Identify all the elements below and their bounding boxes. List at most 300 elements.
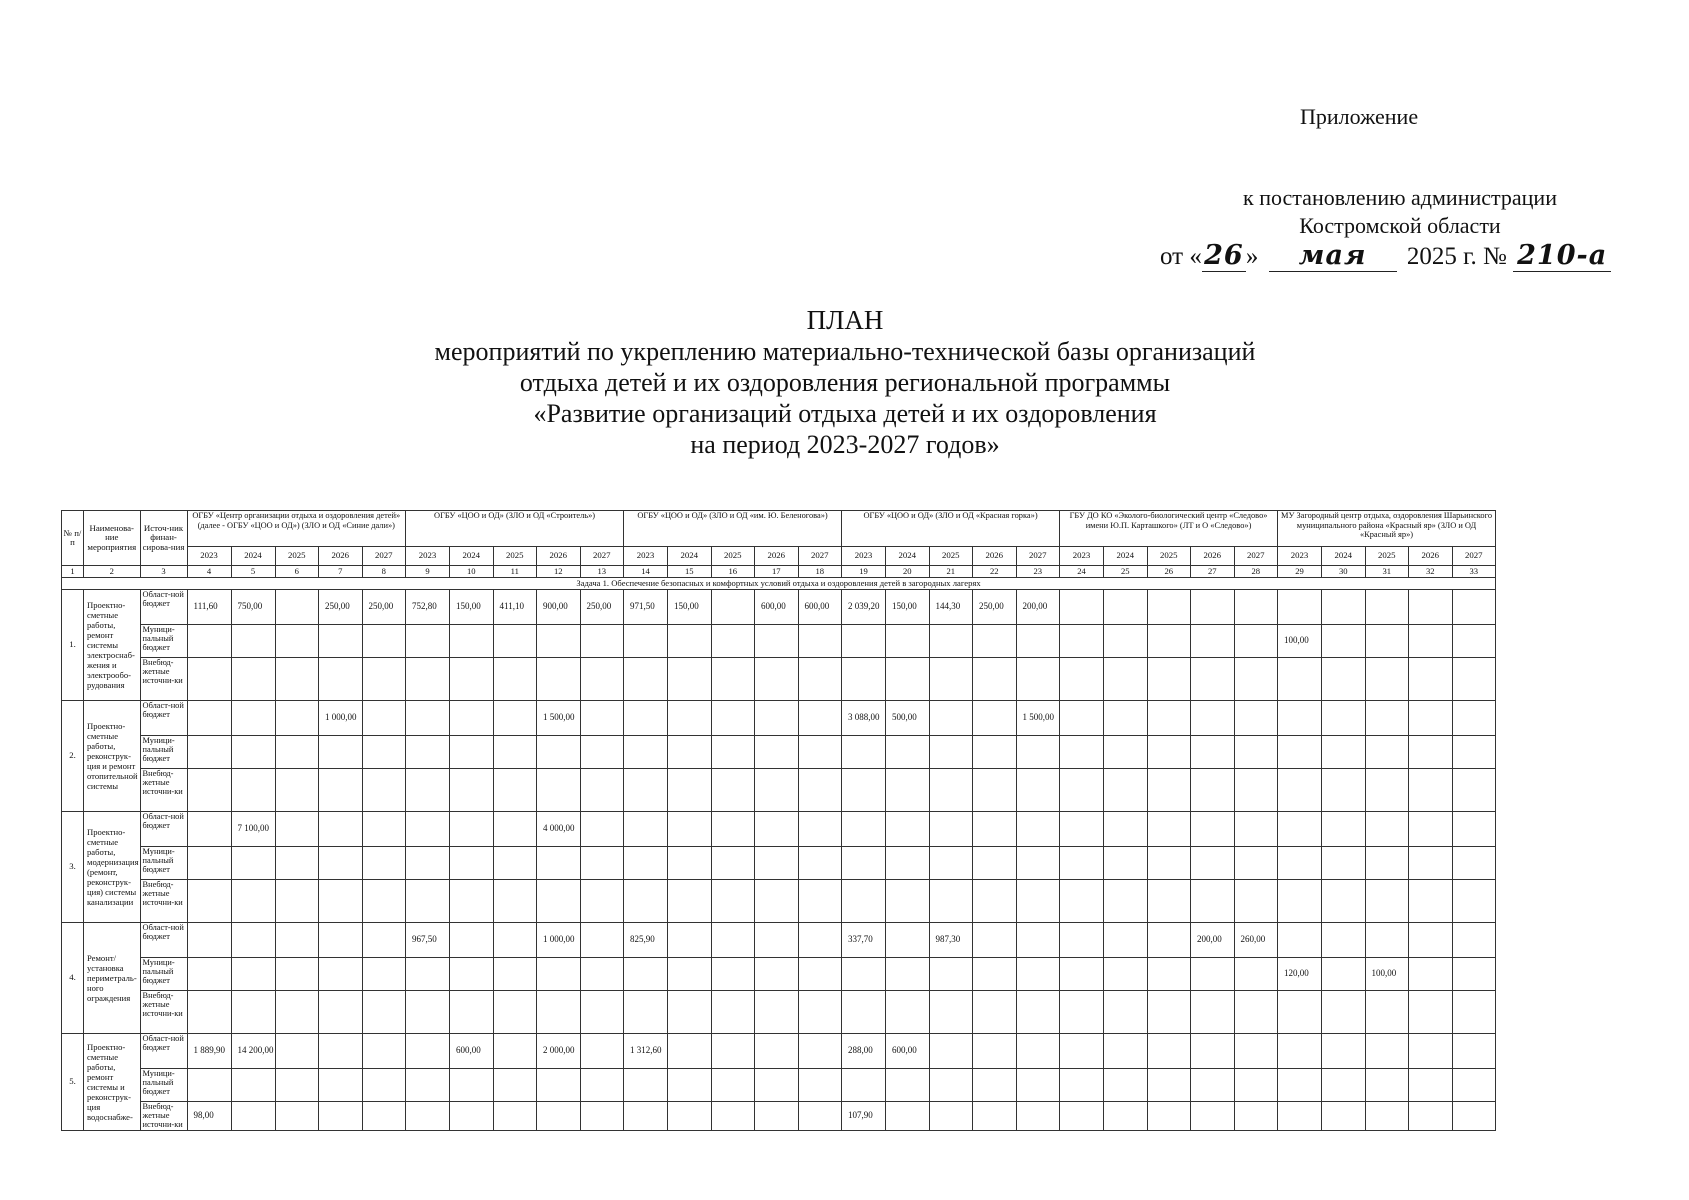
- date-prefix: от «: [1160, 243, 1202, 270]
- value-cell: [755, 1034, 799, 1069]
- org-header: ОГБУ «ЦОО и ОД» (ЗЛО и ОД «им. Ю. Беленогова»): [624, 511, 842, 547]
- value-cell: 337,70: [842, 923, 886, 958]
- funding-source: Област-ной бюджет: [140, 812, 187, 847]
- value-cell: [362, 923, 406, 958]
- value-cell: [493, 1034, 537, 1069]
- col-num-header: № п/п: [62, 511, 84, 566]
- value-cell: [1191, 658, 1235, 701]
- value-cell: [406, 991, 450, 1034]
- value-cell: [1234, 590, 1278, 625]
- table-row: [62, 590, 1496, 625]
- table-row: [62, 923, 1496, 958]
- value-cell: [406, 847, 450, 880]
- value-cell: [1147, 1034, 1191, 1069]
- year-header: 2025: [493, 547, 537, 566]
- value-cell: [1104, 880, 1148, 923]
- year-header: 2027: [362, 547, 406, 566]
- value-cell: [798, 812, 842, 847]
- column-number: 17: [755, 566, 799, 578]
- column-number: 29: [1278, 566, 1322, 578]
- column-number: 24: [1060, 566, 1104, 578]
- funding-source: Муници-пальный бюджет: [140, 1069, 187, 1102]
- value-cell: [1147, 847, 1191, 880]
- value-cell: [537, 1102, 581, 1131]
- value-cell: [275, 1069, 319, 1102]
- value-cell: [1322, 736, 1366, 769]
- org-header: МУ Загородный центр отдыха, оздоровления Шарьинского муниципального района «Красный яр» (ЗЛО и ОД «Красный яр»): [1278, 511, 1496, 547]
- value-cell: [319, 1102, 363, 1131]
- value-cell: [1147, 923, 1191, 958]
- value-cell: [886, 625, 930, 658]
- value-cell: [187, 880, 231, 923]
- value-cell: [537, 991, 581, 1034]
- value-cell: [624, 1102, 668, 1131]
- value-cell: [1191, 991, 1235, 1034]
- document-title: [300, 305, 1390, 460]
- value-cell: [668, 658, 712, 701]
- value-cell: [1104, 847, 1148, 880]
- value-cell: [1365, 590, 1409, 625]
- value-cell: [711, 812, 755, 847]
- value-cell: [319, 625, 363, 658]
- value-cell: [755, 991, 799, 1034]
- value-cell: [362, 736, 406, 769]
- value-cell: [580, 880, 624, 923]
- value-cell: [231, 958, 275, 991]
- value-cell: [668, 701, 712, 736]
- column-number: 12: [537, 566, 581, 578]
- value-cell: [231, 847, 275, 880]
- value-cell: [1147, 1102, 1191, 1131]
- value-cell: [755, 736, 799, 769]
- value-cell: [668, 958, 712, 991]
- year-header: 2023: [624, 547, 668, 566]
- value-cell: 987,30: [929, 923, 973, 958]
- value-cell: [537, 736, 581, 769]
- value-cell: [842, 880, 886, 923]
- value-cell: [1147, 701, 1191, 736]
- value-cell: [668, 625, 712, 658]
- value-cell: [450, 625, 494, 658]
- value-cell: [493, 701, 537, 736]
- table-row: [62, 958, 1496, 991]
- value-cell: 3 088,00: [842, 701, 886, 736]
- value-cell: [319, 769, 363, 812]
- column-number: 25: [1104, 566, 1148, 578]
- year-header: 2023: [1060, 547, 1104, 566]
- year-header: 2026: [1409, 547, 1453, 566]
- value-cell: [275, 701, 319, 736]
- date-day: 26: [1202, 240, 1246, 272]
- value-cell: [668, 812, 712, 847]
- value-cell: [842, 736, 886, 769]
- value-cell: [886, 958, 930, 991]
- value-cell: [1147, 812, 1191, 847]
- value-cell: [580, 991, 624, 1034]
- table-row: [62, 1034, 1496, 1069]
- date-year: 2025 г. №: [1406, 243, 1507, 270]
- value-cell: [493, 847, 537, 880]
- value-cell: [1365, 1069, 1409, 1102]
- value-cell: [711, 590, 755, 625]
- value-cell: [624, 736, 668, 769]
- value-cell: [842, 625, 886, 658]
- year-header: 2025: [1147, 547, 1191, 566]
- value-cell: [1016, 847, 1060, 880]
- value-cell: [1322, 958, 1366, 991]
- org-header: ГБУ ДО КО «Эколого-биологический центр «Следово» имени Ю.П. Карташкого» (ЛТ и О «Следово»): [1060, 511, 1278, 547]
- value-cell: [406, 1069, 450, 1102]
- value-cell: [580, 1102, 624, 1131]
- value-cell: [1104, 658, 1148, 701]
- row-number: 3.: [62, 812, 84, 923]
- value-cell: [929, 991, 973, 1034]
- value-cell: [798, 1034, 842, 1069]
- value-cell: [275, 625, 319, 658]
- value-cell: [973, 847, 1017, 880]
- value-cell: [711, 658, 755, 701]
- value-cell: [1365, 1102, 1409, 1131]
- value-cell: [1322, 880, 1366, 923]
- year-header: 2024: [450, 547, 494, 566]
- col-source-header: Источ-ник финан-сирова-ния: [140, 511, 187, 566]
- value-cell: [1234, 658, 1278, 701]
- value-cell: [1060, 1069, 1104, 1102]
- year-header: 2025: [275, 547, 319, 566]
- value-cell: [231, 880, 275, 923]
- value-cell: [668, 769, 712, 812]
- value-cell: [755, 701, 799, 736]
- value-cell: [973, 991, 1017, 1034]
- value-cell: [624, 880, 668, 923]
- value-cell: [711, 923, 755, 958]
- value-cell: [798, 625, 842, 658]
- value-cell: [406, 625, 450, 658]
- value-cell: [450, 658, 494, 701]
- value-cell: [275, 1102, 319, 1131]
- header-row-years: [62, 547, 1496, 566]
- value-cell: [362, 991, 406, 1034]
- value-cell: [929, 1069, 973, 1102]
- value-cell: [1365, 880, 1409, 923]
- value-cell: [1060, 847, 1104, 880]
- value-cell: [929, 769, 973, 812]
- year-header: 2027: [1452, 547, 1496, 566]
- value-cell: [886, 812, 930, 847]
- value-cell: [1365, 847, 1409, 880]
- value-cell: [1278, 736, 1322, 769]
- org-header: ОГБУ «ЦОО и ОД» (ЗЛО и ОД «Красная горка»): [842, 511, 1060, 547]
- value-cell: [929, 1034, 973, 1069]
- task-row: [62, 578, 1496, 590]
- value-cell: [1191, 1069, 1235, 1102]
- header-row-numbers: [62, 566, 1496, 578]
- value-cell: [1016, 736, 1060, 769]
- value-cell: [187, 701, 231, 736]
- region-line: Костромской области: [1299, 213, 1501, 238]
- value-cell: 600,00: [886, 1034, 930, 1069]
- value-cell: [886, 658, 930, 701]
- column-number: 26: [1147, 566, 1191, 578]
- value-cell: [406, 701, 450, 736]
- value-cell: [450, 1102, 494, 1131]
- value-cell: [973, 1034, 1017, 1069]
- column-number: 20: [886, 566, 930, 578]
- value-cell: [1147, 658, 1191, 701]
- value-cell: [1278, 847, 1322, 880]
- value-cell: [929, 880, 973, 923]
- value-cell: [1191, 736, 1235, 769]
- value-cell: [187, 847, 231, 880]
- year-header: 2023: [1278, 547, 1322, 566]
- value-cell: [1322, 847, 1366, 880]
- table-row: [62, 736, 1496, 769]
- value-cell: [1278, 769, 1322, 812]
- value-cell: [1104, 701, 1148, 736]
- year-header: 2026: [1191, 547, 1235, 566]
- date-month: мая: [1269, 240, 1397, 272]
- value-cell: [493, 923, 537, 958]
- value-cell: 120,00: [1278, 958, 1322, 991]
- value-cell: [1409, 880, 1453, 923]
- value-cell: [319, 1034, 363, 1069]
- value-cell: [1147, 958, 1191, 991]
- value-cell: [319, 958, 363, 991]
- column-number: 13: [580, 566, 624, 578]
- value-cell: 250,00: [362, 590, 406, 625]
- org-header: ОГБУ «Центр организации отдыха и оздоровления детей» (далее - ОГБУ «ЦОО и ОД») (ЗЛО и ОД «Синие дали»): [187, 511, 406, 547]
- value-cell: [668, 1034, 712, 1069]
- value-cell: [1016, 1034, 1060, 1069]
- value-cell: [711, 1102, 755, 1131]
- value-cell: [537, 658, 581, 701]
- value-cell: [842, 847, 886, 880]
- value-cell: [755, 812, 799, 847]
- table-row: [62, 769, 1496, 812]
- value-cell: [886, 736, 930, 769]
- value-cell: [668, 736, 712, 769]
- table-row: [62, 625, 1496, 658]
- value-cell: [711, 880, 755, 923]
- table-row: [62, 991, 1496, 1034]
- activity-name: Ремонт/ установка периметраль-ного ограждения: [84, 923, 141, 1034]
- value-cell: [798, 923, 842, 958]
- value-cell: [668, 1102, 712, 1131]
- year-header: 2024: [1322, 547, 1366, 566]
- value-cell: [1278, 991, 1322, 1034]
- value-cell: [406, 1102, 450, 1131]
- value-cell: [929, 958, 973, 991]
- value-cell: [319, 658, 363, 701]
- value-cell: [1060, 701, 1104, 736]
- value-cell: [1104, 769, 1148, 812]
- value-cell: [711, 736, 755, 769]
- year-header: 2027: [1234, 547, 1278, 566]
- value-cell: 600,00: [450, 1034, 494, 1069]
- value-cell: [624, 625, 668, 658]
- value-cell: 7 100,00: [231, 812, 275, 847]
- value-cell: [1409, 847, 1453, 880]
- value-cell: [1147, 736, 1191, 769]
- value-cell: [1104, 1034, 1148, 1069]
- value-cell: [1278, 1034, 1322, 1069]
- funding-source: Област-ной бюджет: [140, 590, 187, 625]
- value-cell: 900,00: [537, 590, 581, 625]
- value-cell: [1147, 991, 1191, 1034]
- column-number: 30: [1322, 566, 1366, 578]
- value-cell: [362, 958, 406, 991]
- table-row: [62, 812, 1496, 847]
- value-cell: [362, 880, 406, 923]
- value-cell: [362, 847, 406, 880]
- value-cell: [580, 769, 624, 812]
- year-header: 2024: [668, 547, 712, 566]
- value-cell: [1452, 658, 1496, 701]
- org-header: ОГБУ «ЦОО и ОД» (ЗЛО и ОД «Строитель»): [406, 511, 624, 547]
- value-cell: [1452, 1034, 1496, 1069]
- year-header: 2027: [1016, 547, 1060, 566]
- funding-source: Муници-пальный бюджет: [140, 736, 187, 769]
- value-cell: [1452, 736, 1496, 769]
- value-cell: [1278, 880, 1322, 923]
- value-cell: [1234, 847, 1278, 880]
- table-row: [62, 1102, 1496, 1131]
- value-cell: [1234, 769, 1278, 812]
- value-cell: [187, 923, 231, 958]
- value-cell: [493, 769, 537, 812]
- value-cell: [1409, 590, 1453, 625]
- value-cell: [1322, 812, 1366, 847]
- value-cell: [1409, 1034, 1453, 1069]
- value-cell: [580, 812, 624, 847]
- value-cell: [929, 1102, 973, 1131]
- value-cell: [798, 736, 842, 769]
- column-number: 21: [929, 566, 973, 578]
- value-cell: [1365, 736, 1409, 769]
- value-cell: [1452, 812, 1496, 847]
- value-cell: [275, 847, 319, 880]
- value-cell: [973, 880, 1017, 923]
- value-cell: [842, 991, 886, 1034]
- value-cell: [537, 847, 581, 880]
- column-number: 6: [275, 566, 319, 578]
- value-cell: [406, 812, 450, 847]
- value-cell: [1452, 847, 1496, 880]
- value-cell: [755, 658, 799, 701]
- activity-name: Проектно-сметные работы, ремонт системы и реконструк-ция водоснабже-: [84, 1034, 141, 1131]
- value-cell: [450, 847, 494, 880]
- value-cell: [580, 625, 624, 658]
- value-cell: [362, 812, 406, 847]
- value-cell: [1409, 812, 1453, 847]
- year-header: 2027: [798, 547, 842, 566]
- value-cell: [1322, 658, 1366, 701]
- value-cell: 100,00: [1278, 625, 1322, 658]
- value-cell: [1191, 812, 1235, 847]
- value-cell: [231, 1069, 275, 1102]
- value-cell: [1104, 923, 1148, 958]
- value-cell: [842, 958, 886, 991]
- date-line: [1160, 240, 1611, 272]
- funding-source: Област-ной бюджет: [140, 923, 187, 958]
- value-cell: 600,00: [755, 590, 799, 625]
- value-cell: [842, 1069, 886, 1102]
- value-cell: [362, 1034, 406, 1069]
- value-cell: [798, 991, 842, 1034]
- value-cell: [450, 923, 494, 958]
- value-cell: [450, 958, 494, 991]
- year-header: 2027: [580, 547, 624, 566]
- value-cell: [1452, 590, 1496, 625]
- value-cell: [406, 1034, 450, 1069]
- value-cell: [1147, 880, 1191, 923]
- value-cell: [1191, 769, 1235, 812]
- value-cell: [1365, 769, 1409, 812]
- value-cell: 1 000,00: [537, 923, 581, 958]
- value-cell: 967,50: [406, 923, 450, 958]
- value-cell: [929, 812, 973, 847]
- column-number: 3: [140, 566, 187, 578]
- value-cell: 98,00: [187, 1102, 231, 1131]
- value-cell: [1191, 625, 1235, 658]
- value-cell: [1234, 880, 1278, 923]
- activity-name: Проектно-сметные работы, модернизация (ремонт, реконструк-ция) системы канализации: [84, 812, 141, 923]
- value-cell: [798, 880, 842, 923]
- value-cell: [1278, 701, 1322, 736]
- value-cell: [973, 658, 1017, 701]
- value-cell: [755, 880, 799, 923]
- value-cell: [580, 923, 624, 958]
- value-cell: [1365, 991, 1409, 1034]
- value-cell: 144,30: [929, 590, 973, 625]
- value-cell: 500,00: [886, 701, 930, 736]
- value-cell: [973, 923, 1017, 958]
- value-cell: [231, 769, 275, 812]
- value-cell: [1452, 1102, 1496, 1131]
- value-cell: 411,10: [493, 590, 537, 625]
- value-cell: [1060, 958, 1104, 991]
- value-cell: [493, 1069, 537, 1102]
- value-cell: 1 500,00: [1016, 701, 1060, 736]
- value-cell: [1060, 923, 1104, 958]
- value-cell: [187, 812, 231, 847]
- value-cell: [319, 847, 363, 880]
- value-cell: [1452, 1069, 1496, 1102]
- value-cell: [275, 590, 319, 625]
- value-cell: [1409, 658, 1453, 701]
- value-cell: [929, 625, 973, 658]
- value-cell: [1365, 923, 1409, 958]
- value-cell: [973, 701, 1017, 736]
- column-number: 1: [62, 566, 84, 578]
- value-cell: [1234, 625, 1278, 658]
- value-cell: 2 000,00: [537, 1034, 581, 1069]
- value-cell: 100,00: [1365, 958, 1409, 991]
- value-cell: [755, 923, 799, 958]
- value-cell: [1278, 590, 1322, 625]
- value-cell: [1322, 991, 1366, 1034]
- date-mid: »: [1245, 243, 1259, 270]
- column-number: 22: [973, 566, 1017, 578]
- resolution-line: к постановлению администрации: [1243, 185, 1557, 210]
- row-number: 4.: [62, 923, 84, 1034]
- value-cell: [231, 658, 275, 701]
- value-cell: [624, 1069, 668, 1102]
- column-number: 33: [1452, 566, 1496, 578]
- value-cell: [319, 812, 363, 847]
- value-cell: [711, 991, 755, 1034]
- value-cell: [231, 736, 275, 769]
